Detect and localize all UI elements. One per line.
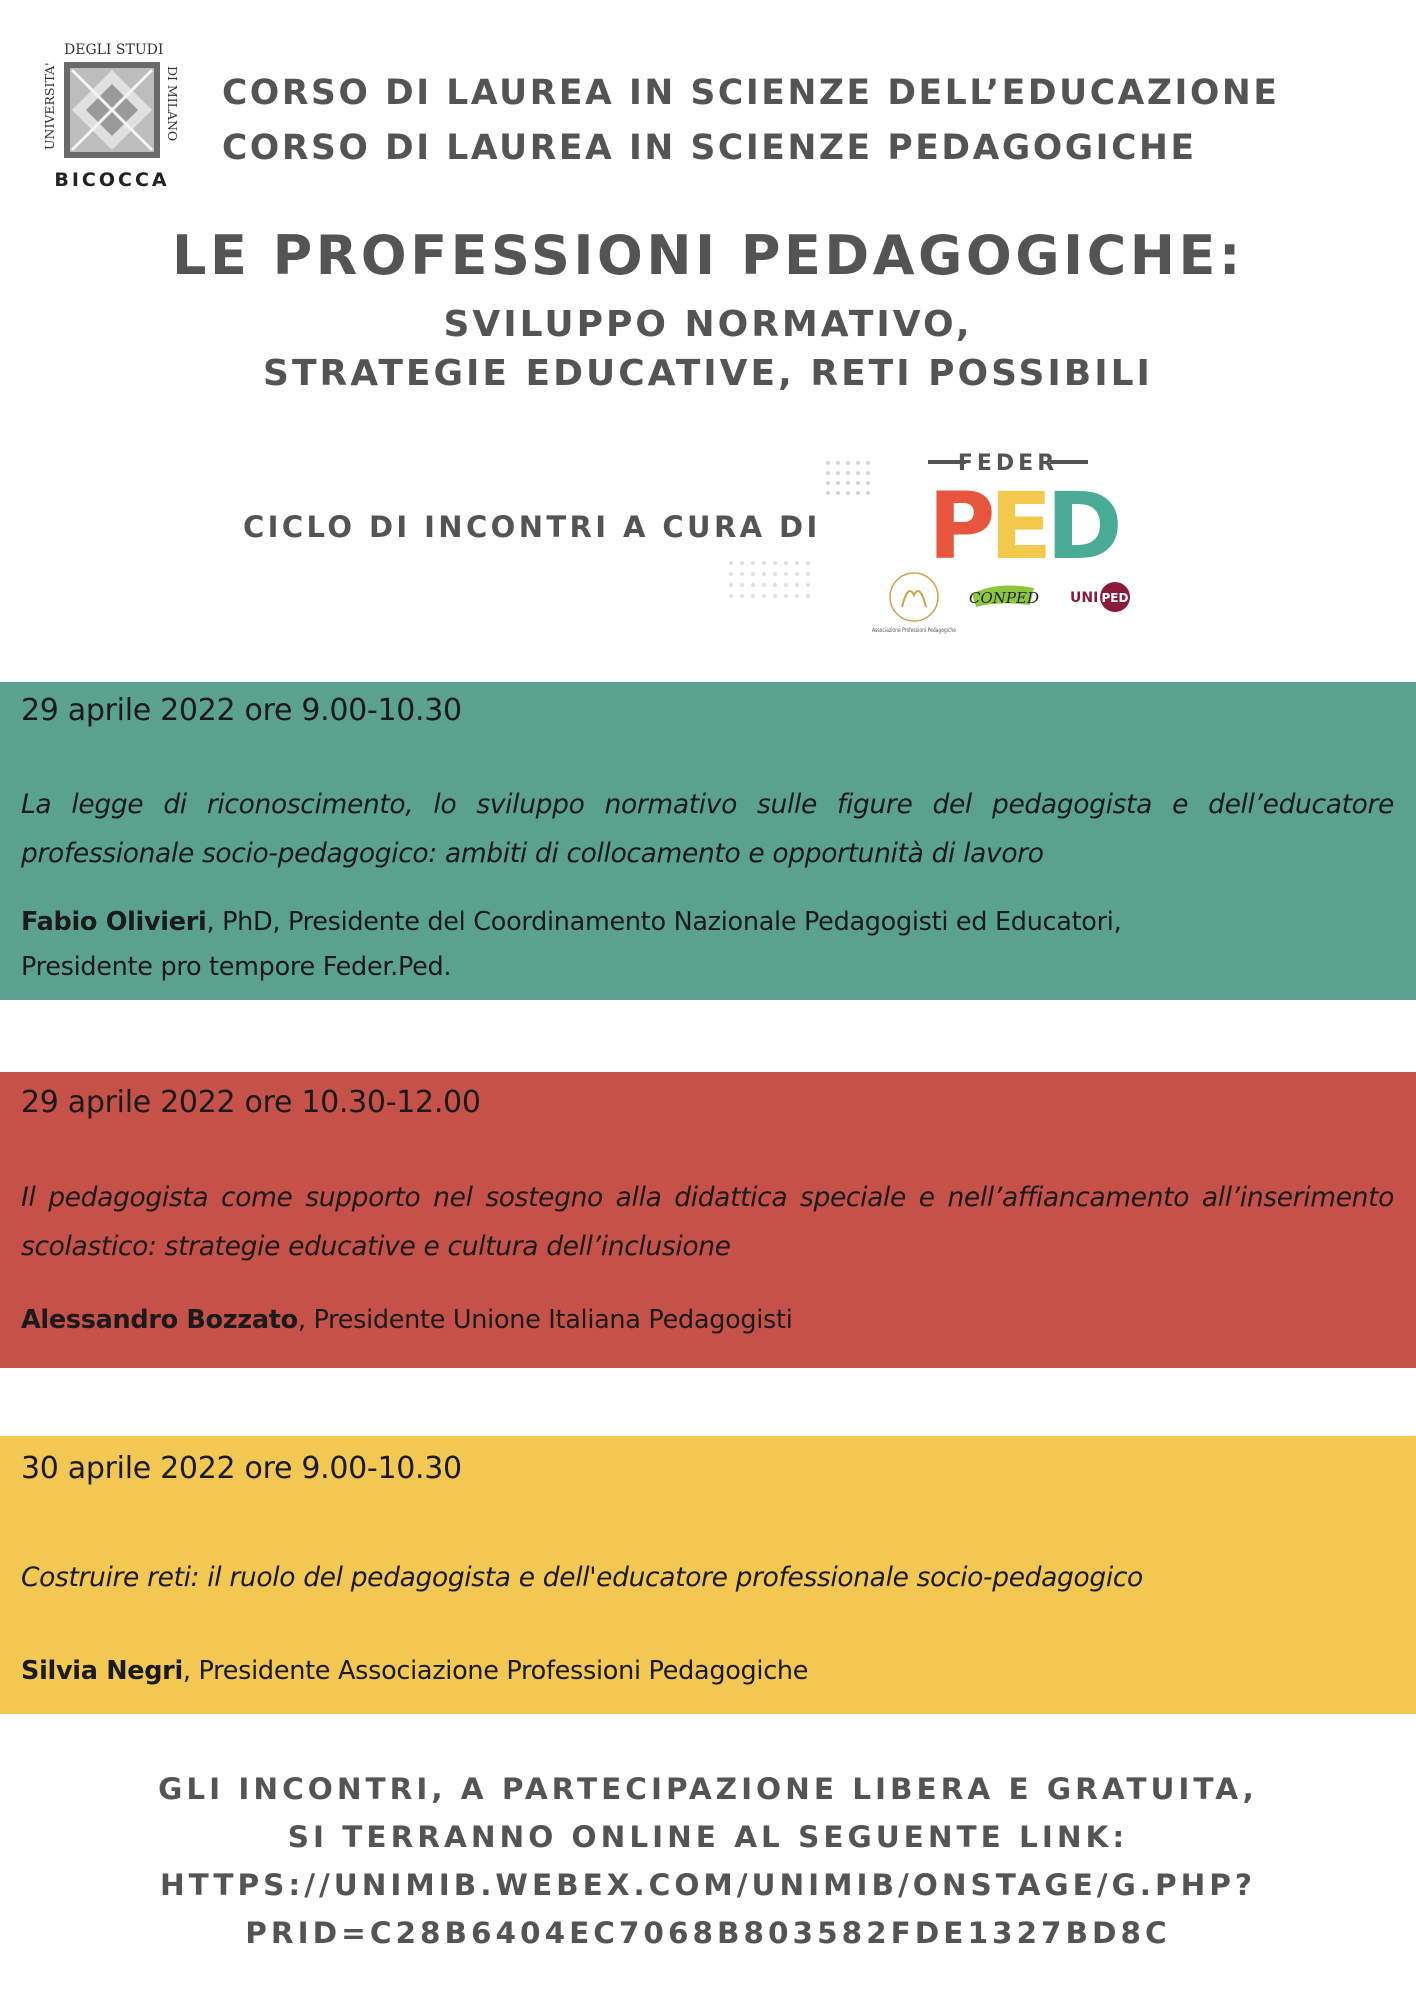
event-2-band <box>0 1072 1416 1368</box>
partner-app-label: Associazione Professioni Pedagogiche <box>872 626 956 634</box>
ciclo-label: CICLO DI INCONTRI A CURA DI <box>243 510 821 544</box>
partner-uniped-prefix: UNI <box>1070 590 1099 606</box>
main-title: LE PROFESSIONI PEDAGOGICHE: <box>172 224 1244 287</box>
logo-side-text: UNIVERSITA' <box>42 62 57 150</box>
event-date: 29 aprile 2022 ore 10.30-12.00 <box>21 1085 481 1120</box>
logo-bottom-text: BICOCCA <box>54 169 170 191</box>
footer-line-2: SI TERRANNO ONLINE AL SEGUENTE LINK: <box>287 1820 1129 1854</box>
webex-link-line-1[interactable]: HTTPS://UNIMIB.WEBEX.COM/UNIMIB/ONSTAGE/G.PHP? <box>159 1868 1257 1902</box>
partner-conped-label: CONPED <box>969 589 1039 607</box>
footer-line-1: GLI INCONTRI, A PARTECIPAZIONE LIBERA E GRATUITA, <box>158 1772 1258 1806</box>
speaker-role: , PhD, Presidente del Coordinamento Nazionale Pedagogisti ed Educatori, <box>206 907 1122 937</box>
speaker-role-line-2: Presidente pro tempore Feder.Ped. <box>21 952 452 982</box>
subtitle-line-2: STRATEGIE EDUCATIVE, RETI POSSIBILI <box>263 353 1153 394</box>
event-date: 30 aprile 2022 ore 9.00-10.30 <box>21 1451 462 1486</box>
event-title: Costruire reti: il ruolo del pedagogista e dell'educatore professionale socio-pedagogico <box>21 1562 1143 1593</box>
unimib-logo-graphic <box>40 40 180 192</box>
event-speaker <box>21 1649 1401 1694</box>
subtitle <box>0 300 1416 398</box>
footer-info <box>0 1765 1416 1957</box>
logo-top-text: DEGLI STUDI <box>64 42 164 58</box>
speaker-role: , Presidente Associazione Professioni Pedagogiche <box>182 1656 809 1686</box>
federped-top-text: FEDER <box>957 451 1059 476</box>
course-line-pedagogiche: CORSO DI LAUREA IN SCIENZE PEDAGOGICHE <box>222 128 1197 168</box>
course-line-educazione: CORSO DI LAUREA IN SCIENZE DELL’EDUCAZIONE <box>222 73 1280 113</box>
event-date: 29 aprile 2022 ore 9.00-10.30 <box>21 693 462 728</box>
event-speaker <box>21 1298 1401 1343</box>
event-1-band <box>0 682 1416 1000</box>
event-title: La legge di riconoscimento, lo sviluppo normativo sulle figure del pedagogista e dell’educatore professionale socio-pedagogico: ambiti di collocamento e opportunità di lavoro <box>21 789 1394 869</box>
decorative-dots-bottom <box>728 560 828 610</box>
event-3-band <box>0 1436 1416 1714</box>
speaker-name: Silvia Negri <box>21 1656 183 1686</box>
federped-main-text: PED <box>928 473 1117 580</box>
webex-link-line-2[interactable]: PRID=C28B6404EC7068B803582FDE1327BD8C <box>245 1916 1171 1950</box>
speaker-role: , Presidente Unione Italiana Pedagogisti <box>297 1305 793 1335</box>
speaker-name: Alessandro Bozzato <box>21 1305 298 1335</box>
logo-right-text: DI MILANO <box>165 66 180 142</box>
partner-uniped-suffix: PED <box>1101 591 1129 605</box>
event-speaker <box>21 900 1401 990</box>
unimib-logo <box>40 40 180 192</box>
federped-logo <box>872 445 1162 645</box>
course-header <box>222 66 1402 176</box>
event-title: Il pedagogista come supporto nel sostegno alla didattica speciale e nell’affiancamento all’inserimento scolastico: strategie educative e cultura dell’inclusione <box>21 1182 1394 1262</box>
decorative-dots-top <box>825 460 875 500</box>
speaker-name: Fabio Olivieri <box>21 907 207 937</box>
subtitle-line-1: SVILUPPO NORMATIVO, <box>443 304 973 345</box>
federped-logo-graphic <box>872 445 1162 645</box>
